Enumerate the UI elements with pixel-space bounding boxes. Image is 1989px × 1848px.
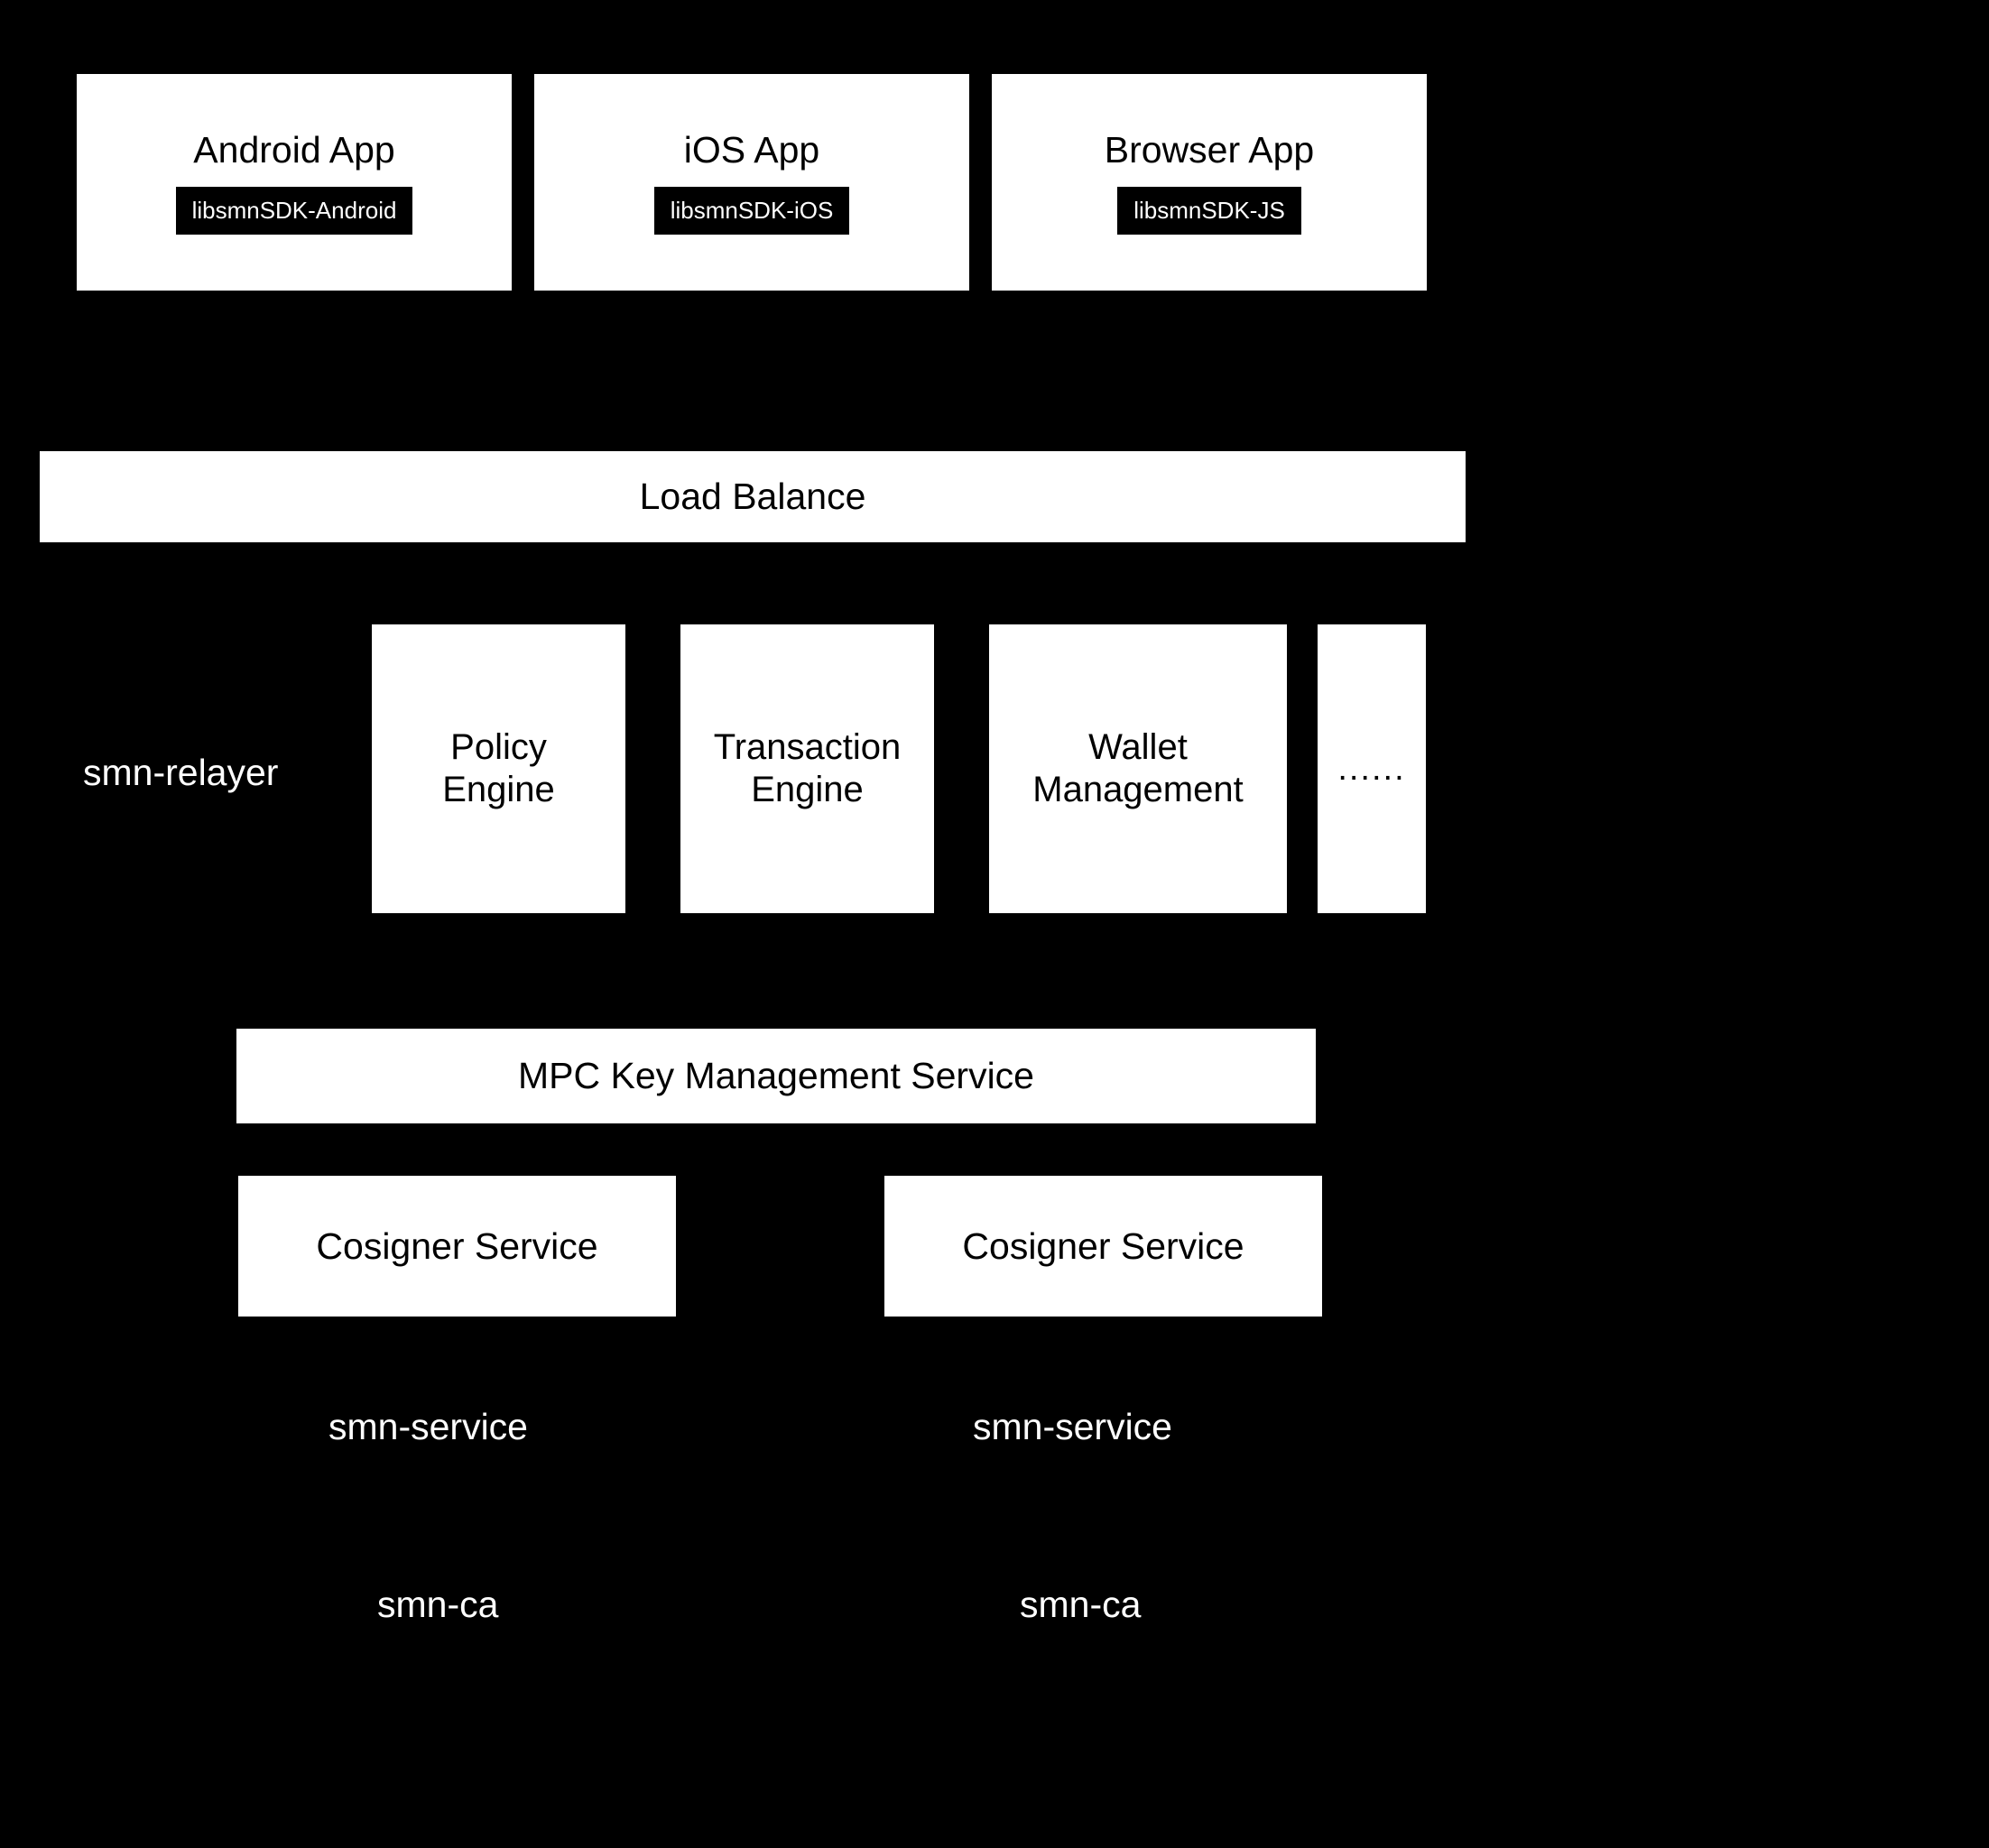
relayer-service-label bbox=[1025, 726, 1250, 811]
client-app-sdk-chip: libsmnSDK-Android bbox=[176, 187, 413, 235]
relayer-service-label bbox=[435, 726, 562, 811]
client-app-browser bbox=[992, 74, 1427, 291]
relayer-label: smn-relayer bbox=[83, 752, 279, 793]
client-app-title: Browser App bbox=[1104, 128, 1315, 171]
client-app-title: iOS App bbox=[683, 128, 820, 171]
mpc-key-management-service-box bbox=[236, 1029, 1316, 1123]
smn-service-label-left: smn-service bbox=[328, 1406, 528, 1447]
relayer-service-wallet-management bbox=[989, 624, 1287, 913]
relayer-service-transaction-engine bbox=[680, 624, 934, 913]
relayer-service-more bbox=[1318, 624, 1426, 913]
relayer-service-label-line2: Engine bbox=[442, 770, 555, 809]
relayer-service-more-label: ...... bbox=[1337, 749, 1406, 788]
load-balance-label: Load Balance bbox=[639, 476, 866, 517]
cosigner-service-label: Cosigner Service bbox=[316, 1224, 598, 1267]
relayer-service-label-line2: Engine bbox=[751, 770, 864, 809]
client-app-sdk-chip: libsmnSDK-JS bbox=[1117, 187, 1301, 235]
relayer-service-label-line1: Transaction bbox=[713, 726, 902, 767]
client-app-ios bbox=[534, 74, 969, 291]
relayer-service-label-line1: Policy bbox=[450, 726, 547, 767]
relayer-service-label-line1: Wallet bbox=[1088, 726, 1188, 767]
cosigner-service-box-right bbox=[884, 1176, 1322, 1317]
relayer-service-policy-engine bbox=[372, 624, 625, 913]
cosigner-service-label: Cosigner Service bbox=[962, 1224, 1244, 1267]
client-app-title: Android App bbox=[193, 128, 395, 171]
client-app-android bbox=[77, 74, 512, 291]
smn-service-label-right: smn-service bbox=[973, 1406, 1172, 1447]
cosigner-service-box-left bbox=[238, 1176, 676, 1317]
mpc-key-management-service-label: MPC Key Management Service bbox=[518, 1055, 1034, 1096]
smn-ca-label-right: smn-ca bbox=[1020, 1584, 1142, 1625]
client-app-sdk-chip: libsmnSDK-iOS bbox=[654, 187, 850, 235]
load-balance-box bbox=[40, 451, 1466, 542]
relayer-service-label bbox=[707, 726, 909, 811]
smn-ca-label-left: smn-ca bbox=[377, 1584, 499, 1625]
relayer-service-label-line2: Management bbox=[1032, 770, 1244, 809]
